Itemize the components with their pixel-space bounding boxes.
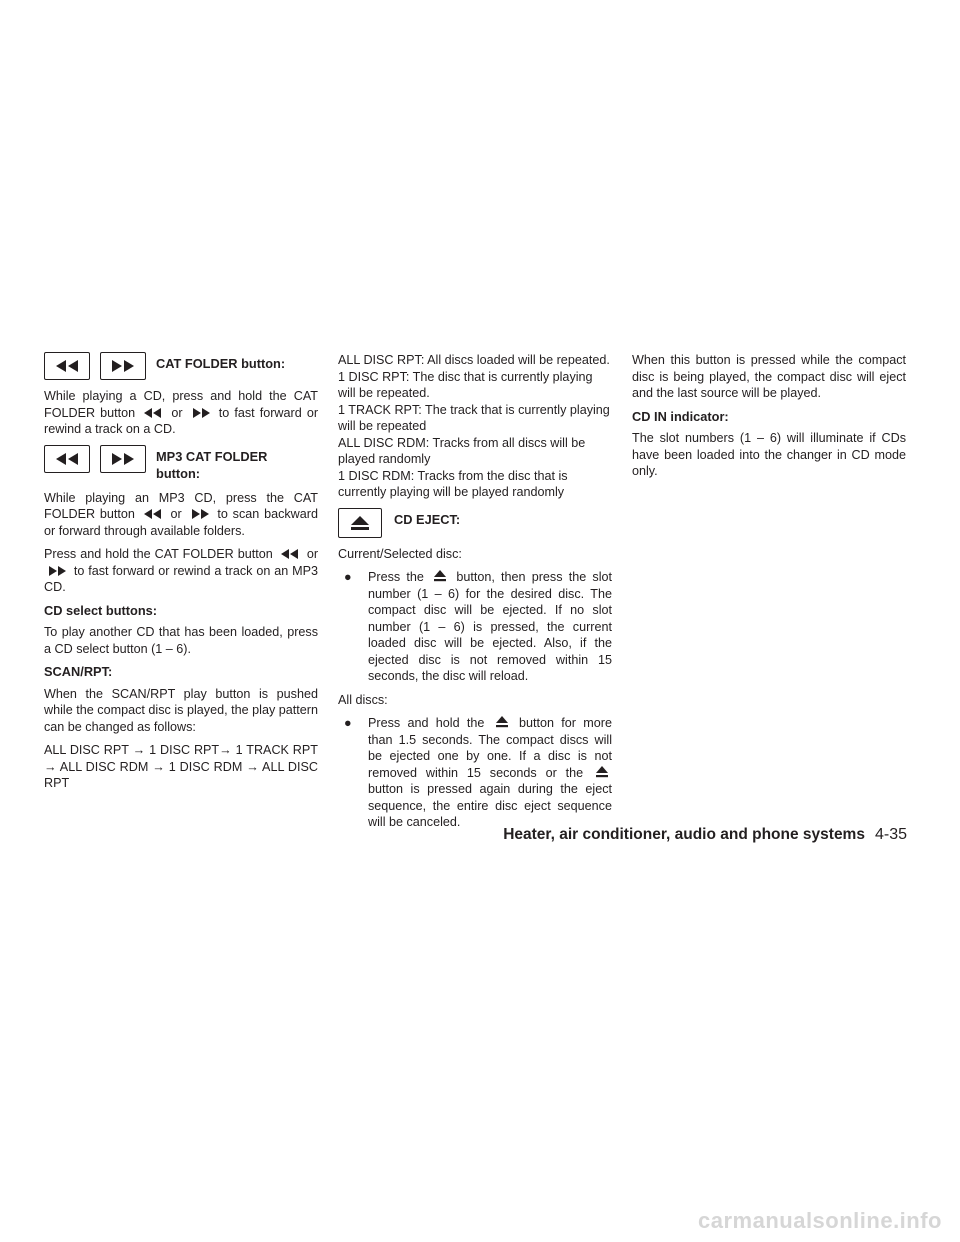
text-span: to scan backward or forward through available folders.	[44, 507, 318, 538]
rewind-button-icon	[44, 352, 90, 380]
text-span: to fast forward or rewind a track on a CD.	[44, 405, 319, 436]
mp3-paragraph-1	[44, 490, 318, 540]
scan-rpt-heading: SCAN/RPT:	[44, 664, 113, 679]
scan-rpt-paragraph-2: ALL DISC RPT → 1 DISC RPT→ 1 TRACK RPT → ALL DISC RDM → 1 DISC RDM → ALL DISC RPT	[44, 743, 318, 790]
mode-1-disc-rdm: 1 DISC RDM: Tracks from the disc that is currently playing will be played randomly	[338, 468, 568, 499]
text-span: button is pressed again during the eject sequence, the entire disc eject sequence will be canceled.	[368, 782, 612, 829]
mode-all-disc-rdm: ALL DISC RDM: Tracks from all discs will be played randomly	[338, 435, 586, 466]
eject-icon	[495, 716, 509, 728]
all-discs-label: All discs:	[338, 692, 388, 707]
fast-forward-icon	[191, 408, 211, 418]
bullet-all-discs	[338, 715, 612, 831]
cd-select-paragraph: To play another CD that has been loaded, press a CD select button (1 – 6).	[44, 625, 318, 656]
bullet-dot: ●	[344, 570, 352, 584]
cat-folder-icon-row	[44, 352, 318, 380]
watermark-text: carmanualsonline.info	[698, 1208, 942, 1233]
bullet-text	[368, 569, 612, 685]
section-title: Heater, air conditioner, audio and phone systems	[503, 826, 865, 843]
eject-button-icon	[338, 508, 382, 538]
cd-in-indicator-paragraph: The slot numbers (1 – 6) will illuminate if CDs have been loaded into the changer in CD mode only.	[632, 431, 906, 478]
page-footer	[503, 826, 907, 844]
cd-eject-heading: CD EJECT:	[394, 511, 461, 527]
cd-select-heading: CD select buttons:	[44, 602, 158, 618]
fast-forward-button-icon	[100, 352, 146, 380]
rewind-button-icon	[44, 445, 90, 473]
scan-rpt-paragraph-1: When the SCAN/RPT play button is pushed while the compact disc is played, the play pattern can be changed as follows:	[44, 686, 318, 734]
repeat-mode-list	[338, 352, 612, 501]
column-1	[44, 352, 318, 799]
current-selected-label: Current/Selected disc:	[338, 546, 462, 561]
rewind-icon	[143, 509, 163, 519]
bullet-text	[368, 715, 612, 831]
text-span: While playing an MP3 CD, press the CAT FOLDER button	[44, 490, 318, 521]
page-number: 4-35	[874, 826, 907, 843]
text-span: button, then press the slot number (1 – 6) for the desired disc. The compact disc will be ejected. If no slot number (1 – 6) is pressed, the current loaded disc will be ejected. Also, if the ejected disc is not removed within 15 seconds, the disc will reload.	[368, 570, 613, 683]
mp3-cat-folder-icon-row	[44, 445, 318, 482]
text-span: button for more than 1.5 seconds. The compact discs will be ejected one by one. If a disc is not removed within 15 seconds or the	[368, 716, 612, 780]
text-span: Press and hold the	[368, 716, 485, 730]
text-span: Press the	[368, 570, 424, 584]
bullet-dot: ●	[344, 716, 352, 730]
column-3	[632, 352, 906, 487]
rewind-icon	[280, 549, 300, 559]
text-span: or	[306, 547, 319, 561]
eject-behavior-paragraph: When this button is pressed while the compact disc is being played, the compact disc will eject and the last source will be played.	[632, 353, 906, 400]
cd-eject-icon-row	[338, 508, 612, 538]
cat-folder-paragraph	[44, 388, 318, 438]
mode-all-disc-rpt: ALL DISC RPT: All discs loaded will be repeated.	[338, 353, 610, 367]
mode-1-disc-rpt: 1 DISC RPT: The disc that is currently playing will be repeated.	[338, 369, 593, 400]
fast-forward-icon	[47, 566, 67, 576]
text-span: While playing a CD, press and hold the CAT FOLDER button	[44, 389, 318, 420]
text-span: or	[171, 405, 183, 420]
eject-icon	[433, 570, 447, 582]
text-span: to fast forward or rewind a track on an MP3 CD.	[44, 563, 318, 594]
eject-icon	[595, 766, 609, 778]
text-span: Press and hold the CAT FOLDER button	[44, 547, 273, 561]
fast-forward-icon	[190, 509, 210, 519]
mp3-paragraph-2	[44, 546, 318, 596]
text-span: or	[170, 507, 182, 521]
bullet-current-disc	[338, 569, 612, 685]
column-2	[338, 352, 612, 838]
fast-forward-button-icon	[100, 445, 146, 473]
mp3-cat-folder-heading: MP3 CAT FOLDER button:	[156, 448, 268, 481]
mode-1-track-rpt: 1 TRACK RPT: The track that is currently playing will be repeated	[338, 402, 610, 433]
rewind-icon	[143, 408, 163, 418]
cd-in-indicator-heading: CD IN indicator:	[632, 408, 729, 424]
cat-folder-heading: CAT FOLDER button:	[156, 356, 286, 371]
